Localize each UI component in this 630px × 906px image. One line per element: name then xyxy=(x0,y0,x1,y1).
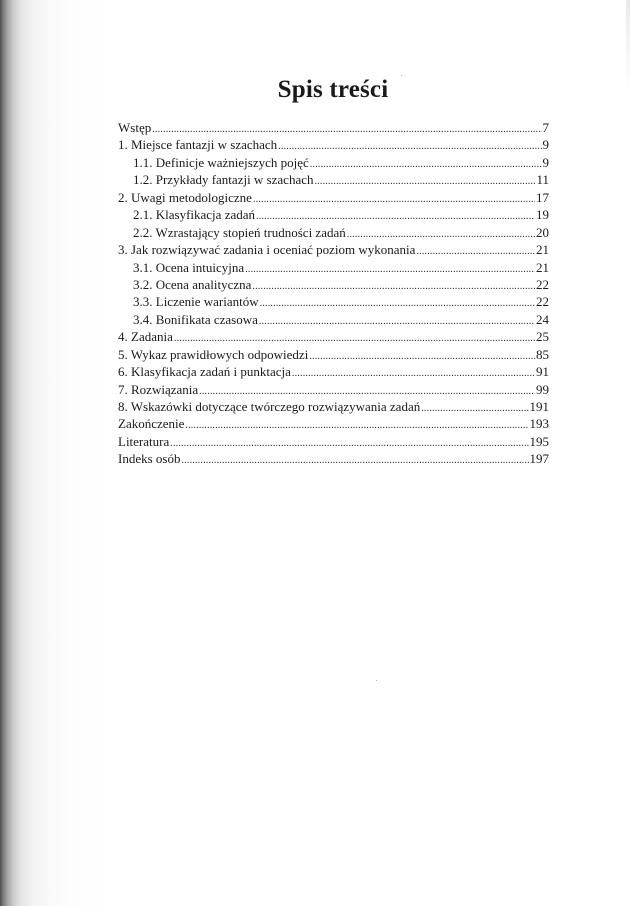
toc-entry-label: Indeks osób xyxy=(118,451,181,467)
toc-entry[interactable] xyxy=(118,224,549,241)
toc-dot-leader xyxy=(260,295,535,312)
toc-entry-page-number: 22 xyxy=(536,276,549,292)
toc-dot-leader xyxy=(245,261,535,278)
toc-entry[interactable] xyxy=(118,171,549,188)
toc-entry[interactable] xyxy=(118,398,549,415)
toc-entry-label: 7. Rozwiązania xyxy=(118,381,199,397)
toc-entry-page-number: 11 xyxy=(536,172,549,188)
toc-dot-leader xyxy=(314,173,535,190)
toc-entry-label: 2.2. Wzrastający stopień trudności zadań xyxy=(133,224,346,240)
toc-dot-leader xyxy=(259,313,535,330)
toc-entry-page-number: 19 xyxy=(536,207,549,223)
toc-entry-page-number: 22 xyxy=(536,294,549,310)
toc-entry-label: 2.1. Klasyfikacja zadań xyxy=(133,207,256,223)
toc-dot-leader xyxy=(170,435,528,452)
toc-entry-label: 5. Wykaz prawidłowych odpowiedzi xyxy=(118,346,309,362)
toc-entry[interactable] xyxy=(118,259,549,276)
toc-entry-label: 1.2. Przykłady fantazji w szachach xyxy=(133,172,314,188)
toc-dot-leader xyxy=(416,243,535,260)
toc-dot-leader xyxy=(278,138,541,155)
toc-entry-label: 3. Jak rozwiązywać zadania i oceniać poziom wykonania xyxy=(118,242,416,258)
table-of-contents xyxy=(118,119,549,468)
toc-entry[interactable] xyxy=(118,119,549,136)
toc-entry[interactable] xyxy=(118,154,549,171)
toc-entry-page-number: 7 xyxy=(542,120,549,135)
toc-entry-page-number: 191 xyxy=(529,399,549,414)
toc-entry[interactable] xyxy=(118,293,549,310)
toc-entry-page-number: 25 xyxy=(536,329,549,345)
toc-entry-label: 1.1. Definicje ważniejszych pojęć xyxy=(133,154,309,170)
toc-entry-label: 2. Uwagi metodologiczne xyxy=(118,189,252,205)
toc-entry-page-number: 197 xyxy=(529,451,549,467)
toc-entry-label: 3.2. Ocena analityczna xyxy=(133,276,252,292)
toc-dot-leader xyxy=(253,191,535,208)
toc-entry[interactable] xyxy=(118,276,549,293)
toc-entry-label: 1. Miejsce fantazji w szachach xyxy=(118,137,278,153)
toc-entry-label: 4. Zadania xyxy=(118,329,173,345)
page-title: Spis treści xyxy=(277,76,389,103)
page-edge xyxy=(626,0,630,906)
toc-entry-page-number: 9 xyxy=(542,137,549,153)
toc-entry-label: Zakończenie xyxy=(118,416,185,432)
toc-entry-page-number: 91 xyxy=(536,364,549,380)
toc-dot-leader xyxy=(421,400,528,417)
toc-entry-page-number: 195 xyxy=(529,433,549,449)
toc-entry-page-number: 193 xyxy=(529,416,549,432)
toc-entry[interactable] xyxy=(118,450,549,467)
toc-entry-page-number: 85 xyxy=(536,346,549,362)
toc-dot-leader xyxy=(309,348,535,365)
toc-entry[interactable] xyxy=(118,136,549,153)
toc-dot-leader xyxy=(292,365,535,382)
toc-entry-label: 3.4. Bonifikata czasowa xyxy=(133,311,258,327)
toc-entry-label: 3.3. Liczenie wariantów xyxy=(133,294,259,310)
toc-entry-label: 8. Wskazówki dotyczące twórczego rozwiązywania zadań xyxy=(118,399,421,414)
toc-dot-leader xyxy=(181,452,528,469)
toc-entry-page-number: 9 xyxy=(542,154,549,170)
toc-entry-label: Literatura xyxy=(118,433,170,449)
scan-speck xyxy=(376,680,377,681)
toc-entry[interactable] xyxy=(118,415,549,432)
toc-entry-page-number: 20 xyxy=(536,224,549,240)
toc-entry[interactable] xyxy=(118,433,549,450)
toc-dot-leader xyxy=(185,417,528,434)
toc-entry[interactable] xyxy=(118,328,549,345)
toc-entry[interactable] xyxy=(118,311,549,328)
toc-dot-leader xyxy=(252,278,535,295)
toc-entry[interactable] xyxy=(118,189,549,206)
toc-entry[interactable] xyxy=(118,381,549,398)
toc-entry-label: 6. Klasyfikacja zadań i punktacja xyxy=(118,364,291,380)
toc-entry[interactable] xyxy=(118,241,549,258)
toc-entry-label: Wstęp xyxy=(118,120,152,135)
toc-entry-page-number: 21 xyxy=(536,242,549,258)
toc-entry[interactable] xyxy=(118,363,549,380)
toc-entry-page-number: 17 xyxy=(536,189,549,205)
toc-entry-label: 3.1. Ocena intuicyjna xyxy=(133,259,245,275)
toc-entry-page-number: 21 xyxy=(536,259,549,275)
toc-entry[interactable] xyxy=(118,346,549,363)
toc-dot-leader xyxy=(310,156,542,173)
toc-entry[interactable] xyxy=(118,206,549,223)
toc-entry-page-number: 24 xyxy=(536,311,549,327)
toc-entry-page-number: 99 xyxy=(536,381,549,397)
